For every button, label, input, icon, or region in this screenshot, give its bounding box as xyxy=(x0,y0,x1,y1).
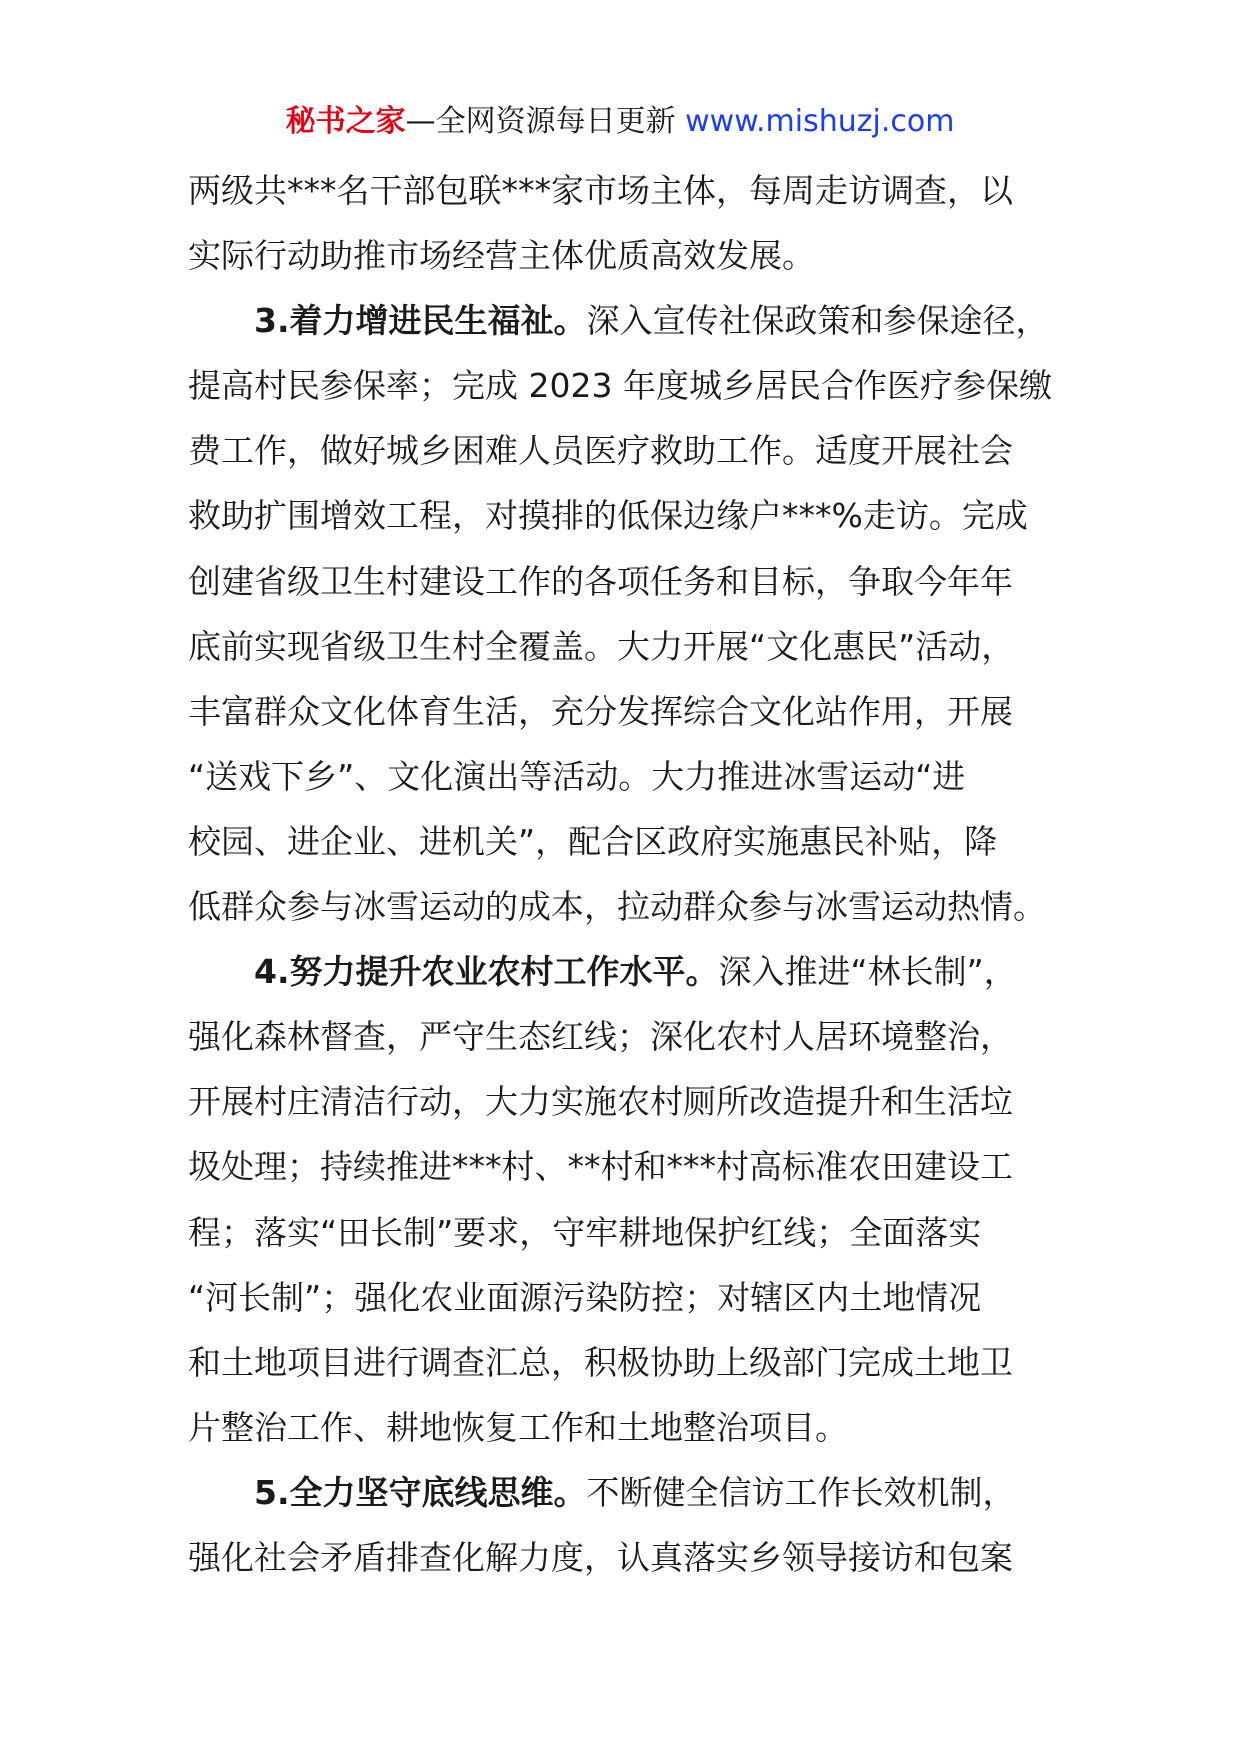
text-line xyxy=(188,1395,1068,1460)
text-line xyxy=(188,1330,1068,1395)
section-heading: 3.着力增进民生福祉。 xyxy=(254,301,587,341)
line-text: 深入推进“林长制”， xyxy=(718,952,1017,992)
section-heading: 4.努力提升农业农村工作水平。 xyxy=(254,952,719,992)
line-text: 程；落实“田长制”要求，守牢耕地保护红线；全面落实 xyxy=(188,1212,982,1252)
text-line xyxy=(188,809,1068,874)
line-text: 费工作，做好城乡困难人员医疗救助工作。适度开展社会 xyxy=(188,431,1013,471)
line-text: 丰富群众文化体育生活，充分发挥综合文化站作用，开展 xyxy=(188,691,1013,731)
text-line xyxy=(188,1004,1068,1069)
line-text: “送戏下乡”、文化演出等活动。大力推进冰雪运动“进 xyxy=(188,756,966,796)
line-text: 强化社会矛盾排查化解力度，认真落实乡领导接访和包案 xyxy=(188,1537,1013,1577)
text-line xyxy=(188,744,1068,809)
section-heading: 5.全力坚守底线思维。 xyxy=(254,1472,587,1512)
line-text: 提高村民参保率；完成 2023 年度城乡居民合作医疗参保缴 xyxy=(188,366,1052,406)
line-text: 不断健全信访工作长效机制， xyxy=(586,1472,1016,1512)
line-text: 开展村庄清洁行动，大力实施农村厕所改造提升和生活垃 xyxy=(188,1082,1013,1122)
line-text: “河长制”；强化农业面源污染防控；对辖区内土地情况 xyxy=(188,1277,982,1317)
line-text: 救助扩围增效工程，对摸排的低保边缘户***%走访。完成 xyxy=(188,496,1028,536)
text-line xyxy=(188,1525,1068,1590)
header-tagline: —全网资源每日更新 xyxy=(405,104,686,139)
text-line xyxy=(188,874,1068,939)
site-url-link[interactable]: www.mishuzj.com xyxy=(685,104,955,139)
text-line xyxy=(188,418,1068,483)
line-text: 创建省级卫生村建设工作的各项任务和目标，争取今年年 xyxy=(188,561,1013,601)
line-text: 和土地项目进行调查汇总，积极协助上级部门完成土地卫 xyxy=(188,1342,1013,1382)
brand-name: 秘书之家 xyxy=(285,104,406,139)
text-line xyxy=(188,1460,1068,1525)
line-text: 片整治工作、耕地恢复工作和土地整治项目。 xyxy=(188,1407,848,1447)
text-line xyxy=(188,288,1068,353)
text-line xyxy=(188,1069,1068,1134)
line-text: 深入宣传社保政策和参保途径， xyxy=(586,301,1049,341)
text-line xyxy=(188,1265,1068,1330)
line-text: 实际行动助推市场经营主体优质高效发展。 xyxy=(188,236,815,276)
text-line xyxy=(188,1134,1068,1199)
site-header xyxy=(0,100,1240,144)
line-text: 圾处理；持续推进***村、**村和***村高标准农田建设工 xyxy=(188,1147,1013,1187)
text-line xyxy=(188,353,1068,418)
text-line xyxy=(188,939,1068,1004)
text-line xyxy=(188,1200,1068,1265)
text-line xyxy=(188,158,1068,223)
line-text: 校园、进企业、进机关”，配合区政府实施惠民补贴，降 xyxy=(188,821,998,861)
line-text: 强化森林督查，严守生态红线；深化农村人居环境整治， xyxy=(188,1017,1013,1057)
text-line xyxy=(188,483,1068,548)
line-text: 底前实现省级卫生村全覆盖。大力开展“文化惠民”活动， xyxy=(188,626,1015,666)
text-line xyxy=(188,614,1068,679)
text-line xyxy=(188,223,1068,288)
line-text: 低群众参与冰雪运动的成本，拉动群众参与冰雪运动热情。 xyxy=(188,887,1046,927)
line-text: 两级共***名干部包联***家市场主体，每周走访调查，以 xyxy=(188,171,1013,210)
document-body xyxy=(188,158,1068,1590)
text-line xyxy=(188,549,1068,614)
text-line xyxy=(188,679,1068,744)
